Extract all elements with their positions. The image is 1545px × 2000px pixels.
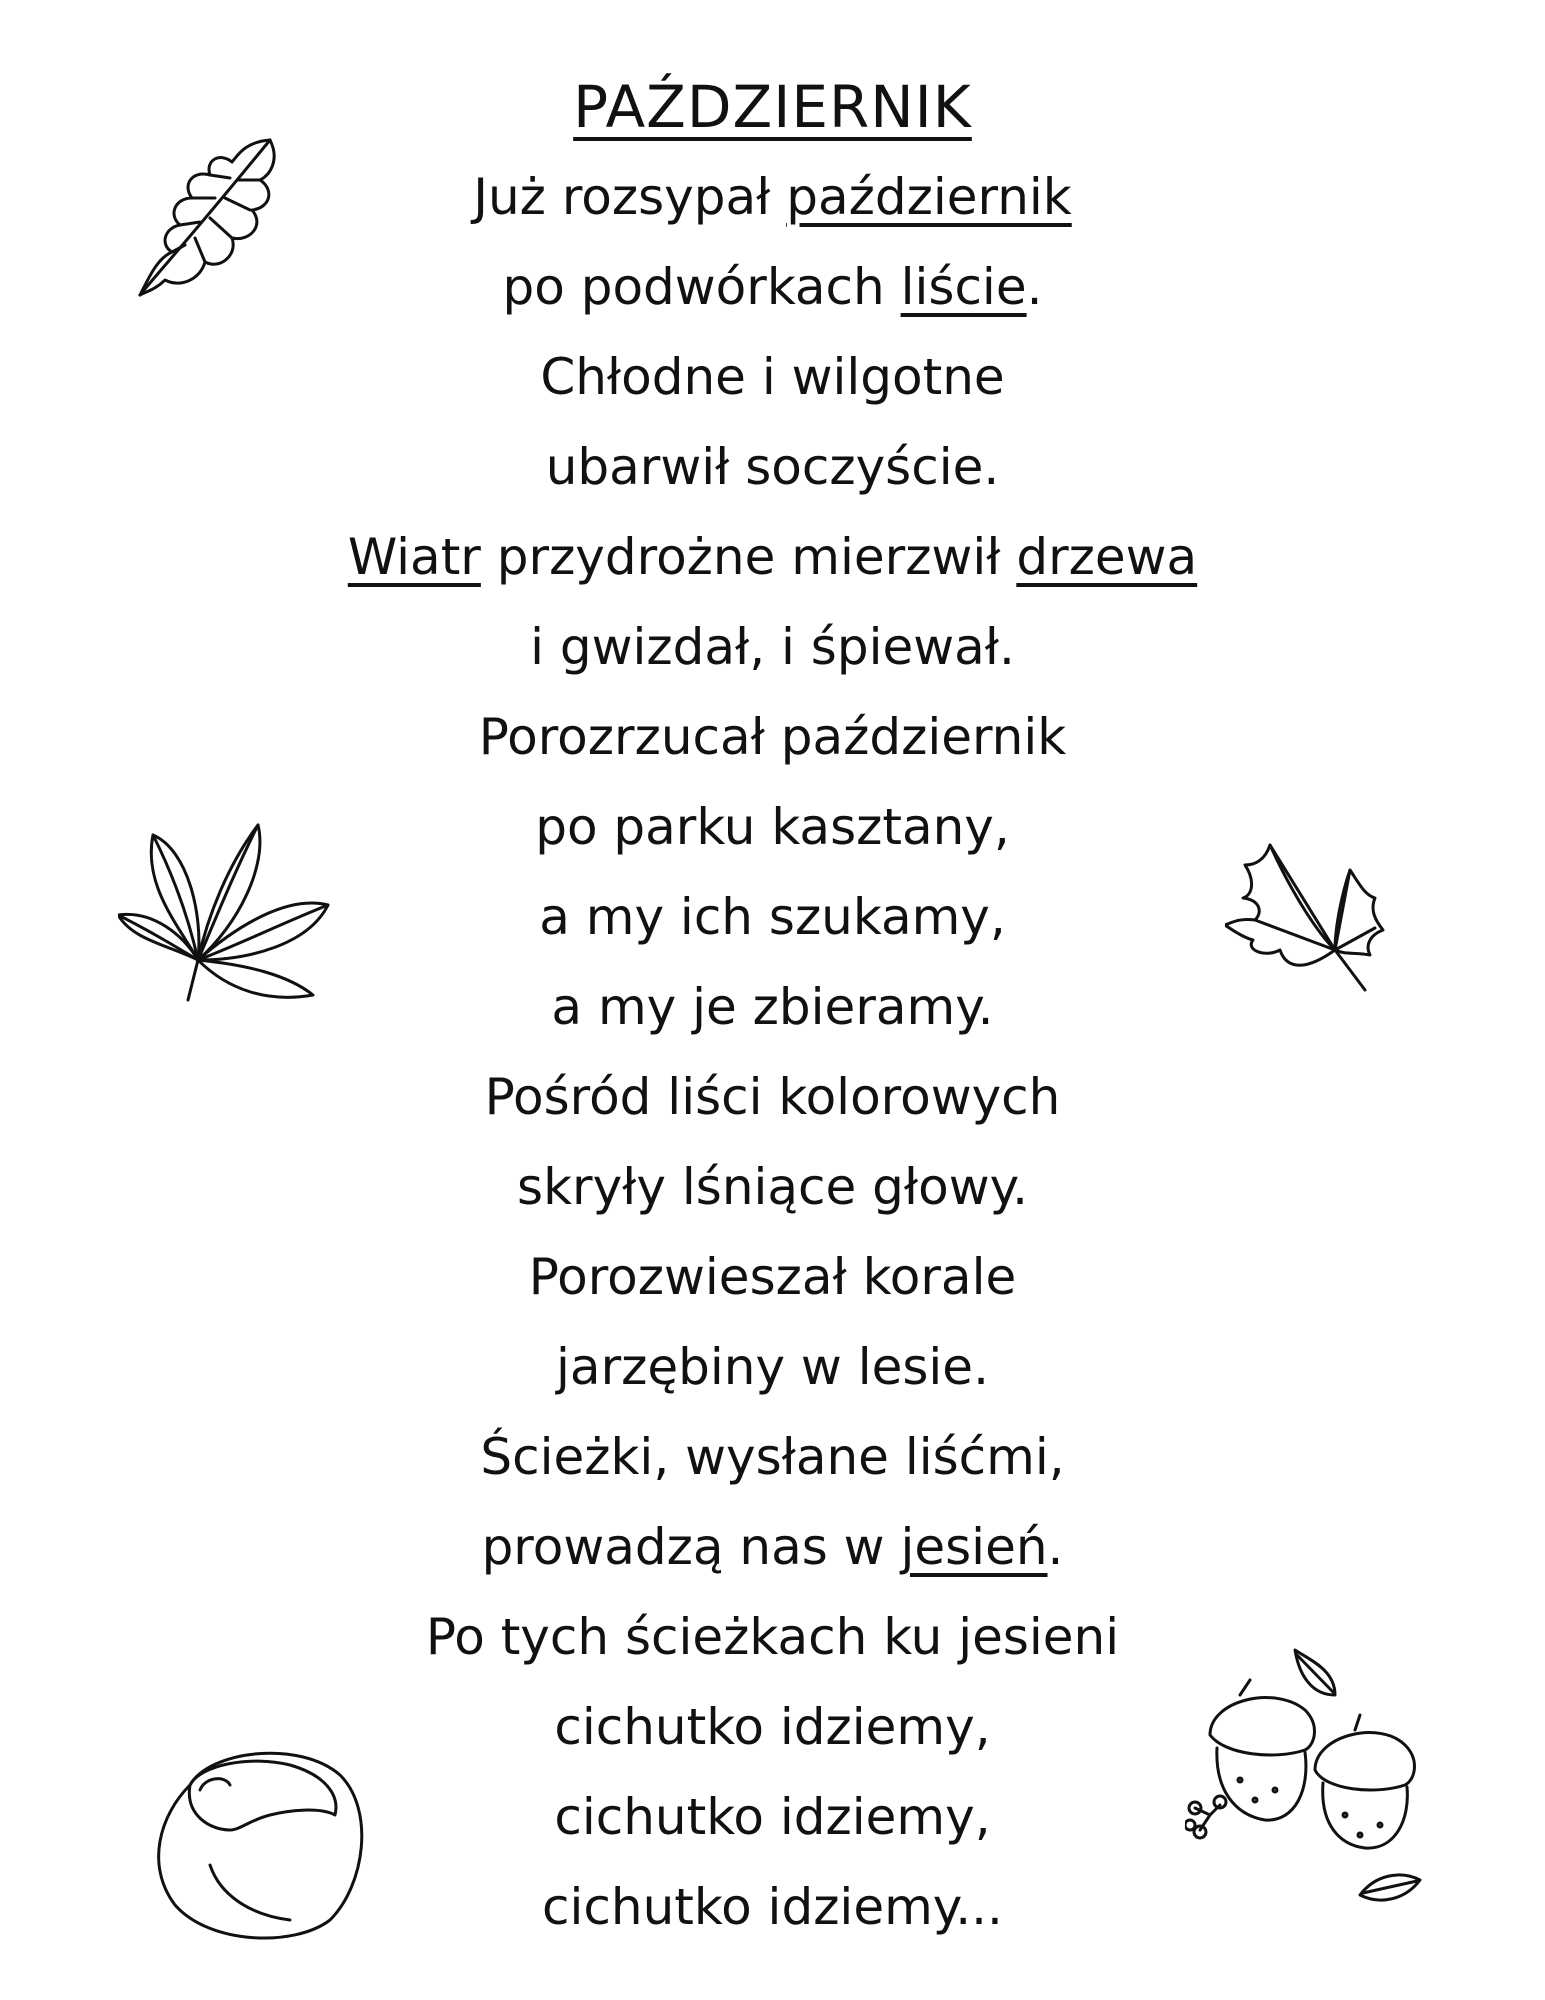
- poem-line: [0, 1052, 1545, 1142]
- line-text: ubarwił soczyście.: [545, 438, 1000, 496]
- line-text: a my ich szukamy,: [539, 888, 1006, 946]
- poem-line: [0, 602, 1545, 692]
- poem-line: [0, 1322, 1545, 1412]
- line-text: i gwizdał, i śpiewał.: [530, 618, 1015, 676]
- poem-line: [0, 332, 1545, 422]
- line-text: jarzębiny w lesie.: [556, 1338, 989, 1396]
- line-text: po parku kasztany,: [535, 798, 1010, 856]
- line-text: po podwórkach: [502, 258, 901, 316]
- line-text: Już rozsypał: [473, 168, 787, 226]
- chestnut-leaf-icon: [118, 815, 333, 1005]
- line-text: Po tych ścieżkach ku jesieni: [425, 1608, 1120, 1666]
- maple-leaf-icon: [1225, 840, 1385, 995]
- line-text: cichutko idziemy,: [554, 1698, 991, 1756]
- line-text: przydrożne mierzwił: [480, 528, 1017, 586]
- line-text: Porozrzucał październik: [478, 708, 1067, 766]
- poem-line: [0, 1412, 1545, 1502]
- poem-line: [0, 512, 1545, 602]
- poem-line: [0, 692, 1545, 782]
- underlined-word: październik: [786, 168, 1072, 226]
- poem-line: [0, 1502, 1545, 1592]
- poem-title-text: PAŹDZIERNIK: [573, 73, 972, 141]
- oak-leaf-icon: [120, 130, 290, 305]
- acorns-icon: [1185, 1640, 1455, 1910]
- line-text: .: [1026, 258, 1043, 316]
- underlined-word: liście: [900, 258, 1027, 316]
- line-text: Chłodne i wilgotne: [540, 348, 1005, 406]
- underlined-word: Wiatr: [347, 528, 481, 586]
- line-text: cichutko idziemy,: [554, 1788, 991, 1846]
- underlined-word: drzewa: [1016, 528, 1198, 586]
- line-text: skryły lśniące głowy.: [517, 1158, 1028, 1216]
- line-text: a my je zbieramy.: [551, 978, 994, 1036]
- underlined-word: jesień: [900, 1518, 1048, 1576]
- line-text: .: [1047, 1518, 1064, 1576]
- poem-line: [0, 422, 1545, 512]
- line-text: cichutko idziemy...: [542, 1878, 1003, 1936]
- line-text: prowadzą nas w: [481, 1518, 901, 1576]
- line-text: Ścieżki, wysłane liśćmi,: [480, 1428, 1065, 1486]
- poem-line: [0, 1142, 1545, 1232]
- poem-line: [0, 1232, 1545, 1322]
- line-text: Pośród liści kolorowych: [484, 1068, 1061, 1126]
- line-text: Porozwieszał korale: [528, 1248, 1017, 1306]
- chestnut-icon: [150, 1735, 370, 1945]
